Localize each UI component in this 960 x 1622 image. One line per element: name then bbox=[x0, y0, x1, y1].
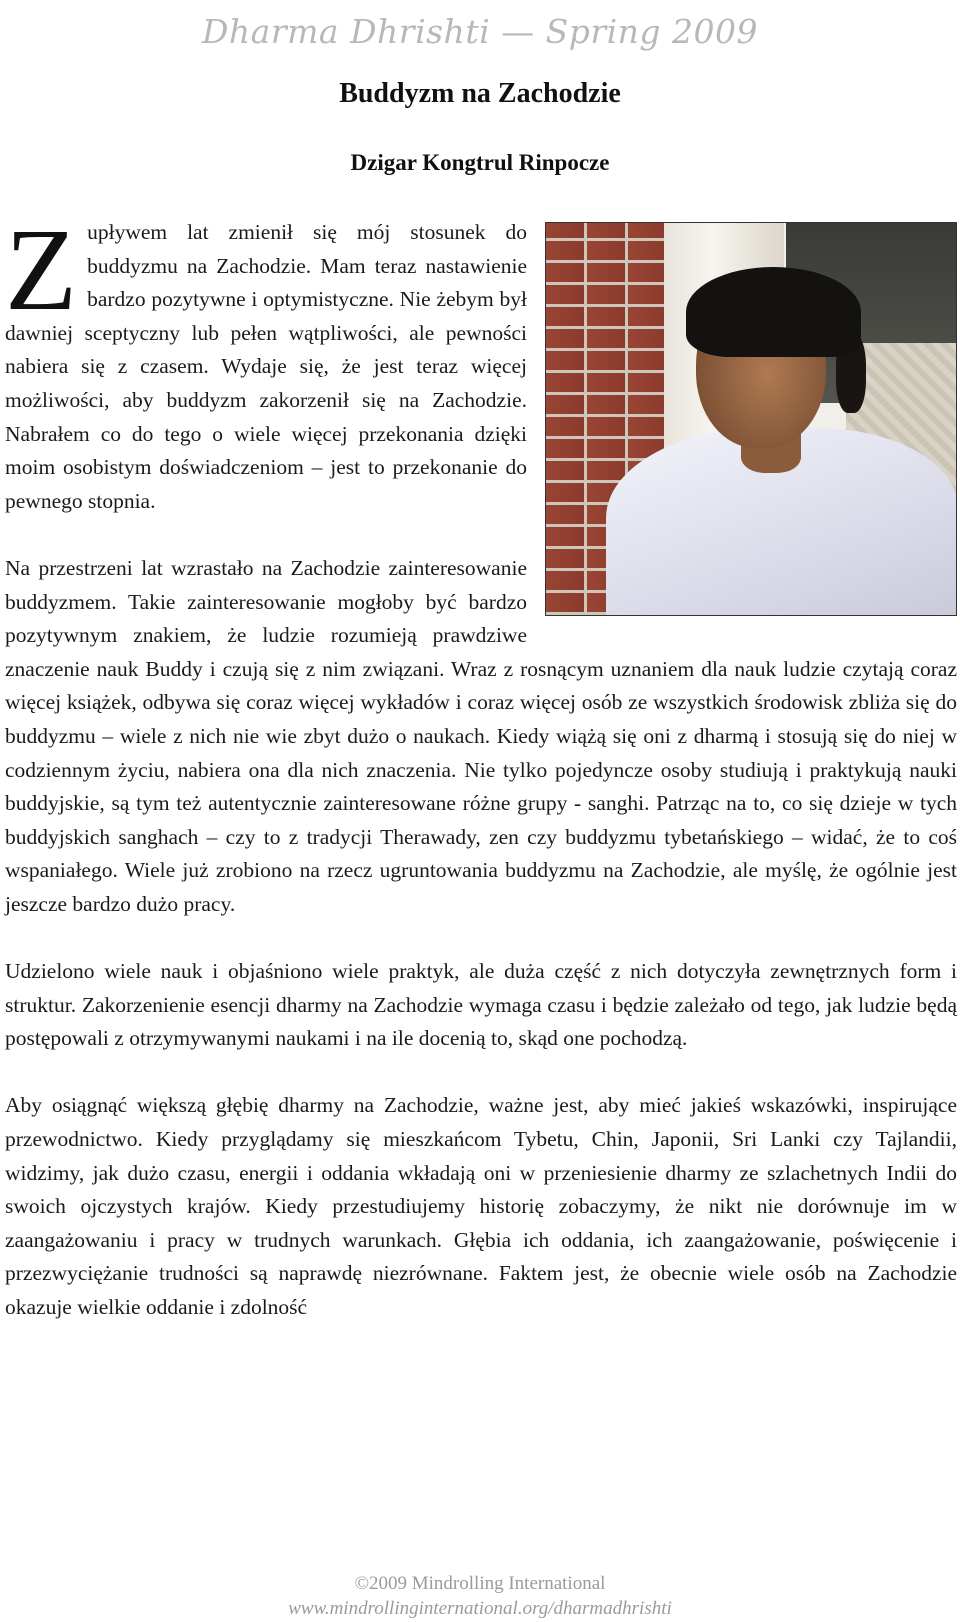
footer-copyright: ©2009 Mindrolling International bbox=[354, 1573, 606, 1594]
paragraph-1-text: upływem lat zmienił się mój stosunek do buddyzmu na Zachodzie. Mam teraz nastawienie bardzo pozytywne i optymistyczne. Nie żebym był dawniej sceptyczny lub pełen wątpliwości, ale pewności nabiera się z czasem. Wydaje się, że jest teraz więcej możliwości, aby buddyzm zakorzenił się na Zachodzie. Nabrałem co do tego o wiele więcej przekonania dzięki moim osobistym doświadczeniom – jest to przekonanie do pewnego stopnia. bbox=[5, 220, 527, 513]
article-body bbox=[5, 204, 957, 1358]
drop-cap: Z bbox=[5, 204, 78, 335]
article-author: Dzigar Kongtrul Rinpocze bbox=[350, 150, 610, 175]
photo-person-hair bbox=[686, 267, 861, 357]
footer-url: www.mindrollinginternational.org/dharmadhrishti bbox=[288, 1598, 672, 1619]
paragraph-1 bbox=[5, 204, 957, 518]
article-title: Buddyzm na Zachodzie bbox=[339, 78, 621, 109]
paragraph-2: Na przestrzeni lat wzrastało na Zachodzie zainteresowanie buddyzmem. Takie zainteresowanie mogłoby być bardzo pozytywnym znakiem, że ludzie rozumieją prawdziwe znaczenie nauk Buddy i czują się z nim związani. Wraz z rosnącym uznaniem dla nauk ludzie czytają coraz więcej książek, odbywa się coraz więcej wykładów i coraz więcej osób ze wszystkich środowisk zbliża się do buddyzmu – wiele z nich nie wie zbyt dużo o naukach. Kiedy wiążą się oni z dharmą i stosują się do niej w codziennym życiu, nabiera ona dla nich znaczenia. Nie tylko pojedyncze osoby studiują i praktykują nauki buddyjskie, są tym też autentycznie zainteresowane różne grupy - sanghi. Patrząc na to, co się dzieje w tych buddyjskich sanghach – czy to z tradycji Therawady, zen czy buddyzmu tybetańskiego – widać, że to coś wspaniałego. Wiele już zrobiono na rzecz ugruntowania buddyzmu na Zachodzie, ale myślę, że ogólnie jest jeszcze bardzo dużo pracy. bbox=[5, 555, 957, 916]
paragraph-4: Aby osiągnąć większą głębię dharmy na Zachodzie, ważne jest, aby mieć jakieś wskazówki, inspirujące przewodnictwo. Kiedy przyglądamy się mieszkańcom Tybetu, Chin, Japonii, Sri Lanki czy Tajlandii, widzimy, jak dużo czasu, energii i oddania wkładają oni w przeniesienie dharmy ze szlachetnych Indii do swoich ojczystych krajów. Kiedy przestudiujemy historię zobaczymy, że nikt nie dorównuje im w zaangażowaniu i pracy w trudnych warunkach. Głębia ich oddania, ich zaangażowanie, poświęcenie i przezwyciężanie trudności są naprawdę niezrównane. Faktem jest, że obecnie wiele osób na Zachodzie okazuje wielkie oddanie i zdolność bbox=[5, 1093, 957, 1319]
masthead: Dharma Dhrishti — Spring 2009 bbox=[201, 12, 759, 51]
author-photo bbox=[545, 222, 957, 616]
paragraph-3: Udzielono wiele nauk i objaśniono wiele praktyk, ale duża część z nich dotyczyła zewnętrznych form i struktur. Zakorzenienie esencji dharmy na Zachodzie wymaga czasu i będzie zależało od tego, jak ludzie będą postępowali z otrzymywanymi naukami i na ile docenią to, skąd one pochodzą. bbox=[5, 959, 957, 1051]
